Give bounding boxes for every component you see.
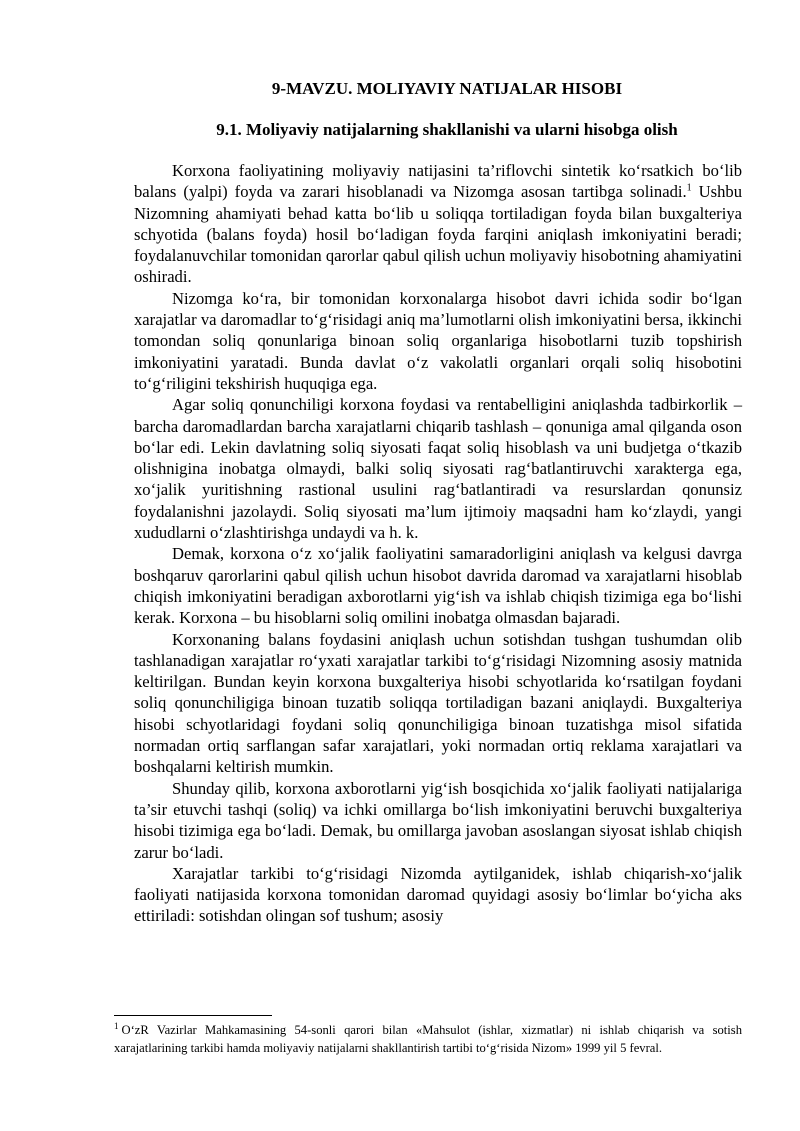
footnote-text: O‘zR Vazirlar Mahkamasining 54-sonli qarori bilan «Mahsulot (ishlar, xizmatlar) ni ishlab chiqarish va sotish xarajatlarining tarkibi hamda moliyaviy natijalarni shakllantirish tartibi to‘g‘risida Nizom» 1999 yil 5 fevral. (114, 1023, 742, 1055)
paragraph-1-text-a: Korxona faoliyatining moliyaviy natijasini ta’riflovchi sintetik ko‘rsatkich bo‘lib balans (yalpi) foyda va zarari hisoblanadi va Nizomga asosan tartibga solinadi. (134, 161, 742, 202)
section-title: 9.1. Moliyaviy natijalarning shakllanishi va ularni hisobga olish (216, 120, 678, 139)
paragraph-3: Agar soliq qonunchiligi korxona foydasi va rentabelligini aniqlashda tadbirkorlik – barcha daromadlardan barcha xarajatlarni chiqarib tashlash – qonuniga amal qilganda oson bo‘lar edi. Lekin davlatning soliq siyosati faqat soliq hisoblash va uni budjetga o‘tkazib olishnigina inobatga olmaydi, balki soliq siyosati rag‘batlantiruvchi xarakterga ega, xo‘jalik yuritishning rastional usulini rag‘batlantiradi va resurslardan qonunsiz foydalanishni jazolaydi. Soliq siyosati ma’lum ijtimoiy maqsadni ham ko‘zlaydi, yangi xududlarni o‘zlashtirishga undaydi va h. k. (134, 395, 742, 543)
paragraph-6: Shunday qilib, korxona axborotlarni yig‘ish bosqichida xo‘jalik faoliyati natijalariga ta’sir etuvchi tashqi (soliq) va ichki omillarga bo‘lish imkoniyatini beruvchi buxgalteriya hisobi tizimiga ega bo‘ladi. Demak, bu omillarga javoban asoslangan siyosat ishlab chiqish zarur bo‘ladi. (134, 778, 742, 862)
paragraph-1 (134, 160, 742, 288)
paragraph-4: Demak, korxona o‘z xo‘jalik faoliyatini samaradorligini aniqlash va kelgusi davrga boshqaruv qarorlarini qabul qilish uchun hisobot davrida daromad va xarajatlarni hisoblab chiqish imkoniyatini beradigan axborotlarni yig‘ish va ishlab chiqish tizimiga ega bo‘lishi kerak. Korxona – bu hisoblarni soliq omilini inobatga olmasdan bajaradi. (134, 544, 742, 628)
body-text (134, 160, 742, 927)
paragraph-2: Nizomga ko‘ra, bir tomonidan korxonalarga hisobot davri ichida sodir bo‘lgan xarajatlar va daromadlar to‘g‘risidagi aniq ma’lumotlarni olish imkoniyatini bersa, ikkinchi tomondan soliq qonunlariga binoan soliq organlariga hisobotlarni tuzib topshirish imkoniyatini yaratadi. Bunda davlat o‘z vakolatli organlari orqali soliq hisobotini to‘g‘riligini tekshirish huquqiga ega. (134, 288, 742, 393)
paragraph-1-text-b: Ushbu Nizomning ahamiyati behad katta bo‘lib u soliqqa tortiladigan foyda bilan buxgalteriya schyotida (balans foyda) hosil bo‘ladigan foyda farqini aniqlash imkoniyatini beradi; foydalanuvchilar tomonidan qarorlar qabul qilish uchun moliyaviy hisobotning ahamiyatini oshiradi. (134, 182, 742, 287)
paragraph-5: Korxonaning balans foydasini aniqlash uchun sotishdan tushgan tushumdan olib tashlanadigan xarajatlar ro‘yxati xarajatlar tarkibi to‘g‘risidagi Nizomning asosiy matnida keltirilgan. Bundan keyin korxona buxgalteriya hisobi schyotlarida ko‘rsatilgan foydani soliq qonunchiligiga binoan tuzatib soliqqa tortiladigan bazani aniqlaydi. Buxgalteriya hisobi schyotlaridagi foydani soliq qonunchiligiga binoan tuzatishga misol sifatida normadan ortiq sarflangan safar xarajatlari, yoki normadan ortiq reklama xarajatlari va boshqalarni keltirish mumkin. (134, 629, 742, 777)
document-page (134, 78, 742, 927)
footnote-reference[interactable]: 1 (686, 182, 692, 194)
footnote-separator (114, 1015, 272, 1016)
footnote-mark: 1 (114, 1020, 119, 1031)
paragraph-7: Xarajatlar tarkibi to‘g‘risidagi Nizomda aytilganidek, ishlab chiqarish-xo‘jalik faoliyati natijasida korxona tomonidan daromad quyidagi asosiy bo‘limlar bo‘yicha aks ettiriladi: sotishdan olingan sof tushum; asosiy (134, 863, 742, 926)
chapter-title: 9-MAVZU. MOLIYAVIY NATIJALAR HISOBI (271, 79, 623, 98)
footnote (114, 1021, 742, 1057)
